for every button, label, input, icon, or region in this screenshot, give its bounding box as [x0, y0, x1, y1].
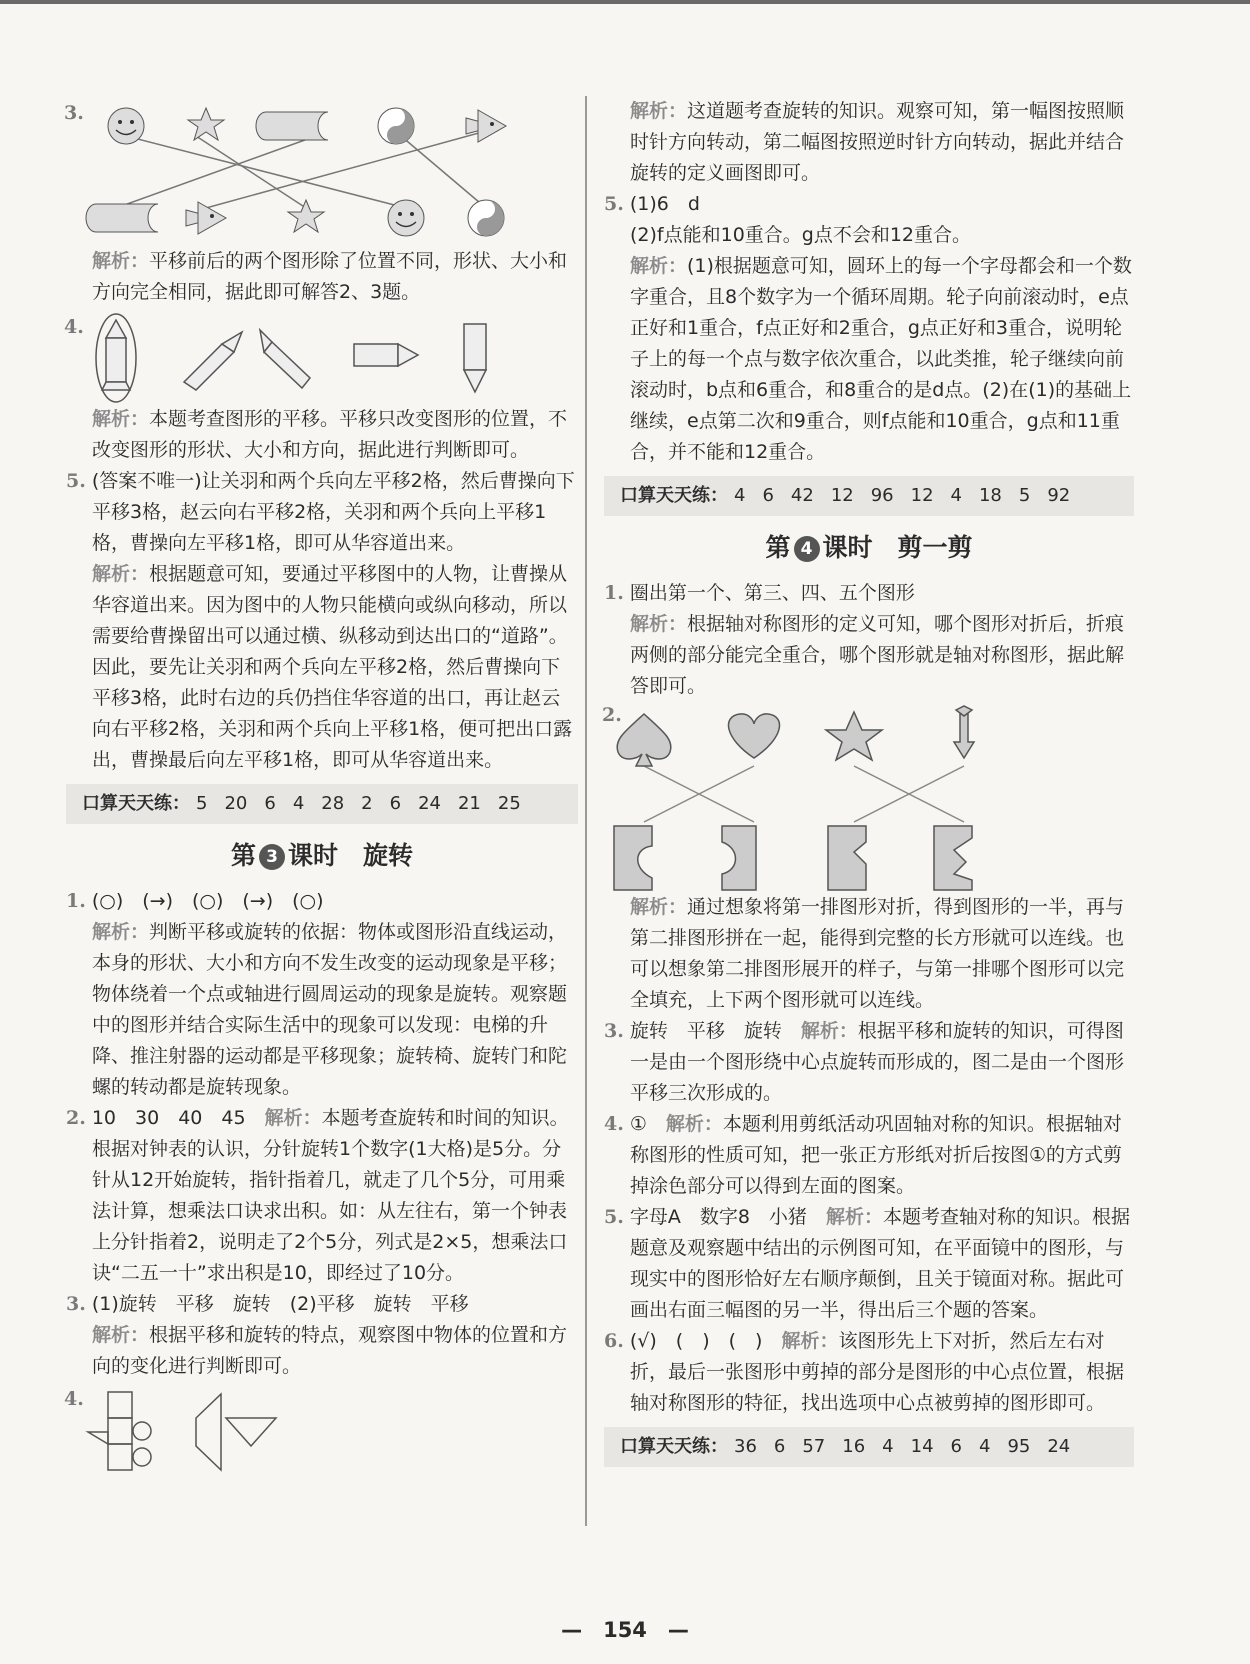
question-number: 4.: [604, 1113, 624, 1135]
analysis-text: 根据题意可知，要通过平移图中的人物，让曹操从华容道出来。因为图中的人物只能横向或纵向移动，所以需要给曹操留出可以通过横、纵移动到达出口的“道路”。因此，要先让关羽和两个兵向左平移2格，然后曹操向下平移3格，此时右边的兵仍挡住华容道的出口，再让赵云向右平移2格，关羽和两个兵向上平移1格，便可把出口露出，曹操最后向左平移1格，即可从华容道出来。: [92, 563, 573, 771]
question-number: 6.: [604, 1330, 624, 1352]
analysis-label: 解析：: [825, 1206, 883, 1228]
q4-figure: [66, 312, 578, 404]
question-number: 3.: [64, 102, 84, 124]
answer-text: (1)6 d: [629, 193, 700, 215]
l4-q2-figure: [604, 702, 1134, 892]
mental-math-value: 24: [418, 793, 441, 814]
question-number: 2.: [602, 704, 622, 726]
analysis-label: 解析：: [800, 1020, 858, 1042]
analysis-label: 解析：: [92, 250, 150, 272]
analysis-text: 平移前后的两个图形除了位置不同，形状、大小和方向完全相同，据此即可解答2、3题。: [92, 250, 568, 303]
analysis-text: 该图形先上下对折，然后左右对折，最后一张图形中剪掉的部分是图形的中心点位置，根据轴对称图形的特征，找出选项中心点被剪掉的图形即可。: [630, 1330, 1125, 1414]
mental-math-value: 4: [292, 793, 305, 814]
arrow-fish-top: [466, 110, 506, 142]
mental-math-bar-3: [604, 1427, 1134, 1467]
translation-matching-diagram: [66, 96, 578, 246]
heading-title: 课时 剪一剪: [822, 533, 973, 562]
analysis-text: 本题考查旋转和时间的知识。根据对钟表的认识，分针旋转1个数字(1大格)是5分。分针从12开始旋转，指针指着几，就走了几个5分，可用乘法计算，想乘法口诀求出积。如：从左往右，第一个钟表上分针指着2，说明走了2个5分，列式是2×5，想乘法口诀“二五一十”求出积是10，即经过了10分。: [92, 1107, 569, 1284]
mental-math-label: 口算天天练：: [620, 1436, 728, 1457]
l3-q1-analysis: [66, 917, 578, 1103]
analysis-label: 解析：: [92, 563, 150, 585]
mental-math-value: 6: [264, 793, 276, 814]
answer-text: (答案不唯一)让关羽和两个兵向左平移2格，然后曹操向下平移3格，赵云向右平移2格，关羽和两个兵向上平移1格，曹操向左平移1格，即可从华容道出来。: [91, 470, 575, 554]
answer-text: 10 30 40 45: [91, 1107, 246, 1129]
q3-analysis: [66, 246, 578, 308]
mental-math-value: 4: [978, 1436, 991, 1457]
answer-text: 圈出第一个、第三、四、五个图形: [629, 582, 915, 604]
spade-shape: [617, 714, 671, 766]
question-number: 4.: [64, 316, 84, 338]
mental-math-value: 42: [790, 485, 814, 506]
mental-math-value: 5: [196, 793, 208, 814]
mental-math-value: 28: [321, 793, 345, 814]
analysis-text: 本题考查图形的平移。平移只改变图形的位置，不改变图形的形状、大小和方向，据此进行判断即可。: [92, 408, 568, 461]
mental-math-value: 6: [773, 1436, 786, 1457]
analysis-text: 通过想象将第一排图形对折，得到图形的一半，再与第二排图形拼在一起，能得到完整的长方形就可以连线。也可以想象第二排图形展开的样子，与第一排哪个图形可以完全填充，上下两个图形就可以连线。: [630, 896, 1125, 1011]
question-number: 2.: [66, 1107, 86, 1129]
question-number: 1.: [604, 582, 624, 604]
mental-math-value: 21: [457, 793, 481, 814]
question-number: 3.: [604, 1020, 624, 1042]
analysis-label: 解析：: [92, 408, 150, 430]
rocket-tilted-right: [260, 330, 310, 388]
cylinder-bottom: [86, 204, 158, 232]
arrow-fish-bottom: [186, 202, 226, 234]
l4-q4: [604, 1109, 1134, 1202]
smiley-face-bottom: [388, 200, 424, 236]
page-footer: — 154 —: [561, 1618, 689, 1642]
analysis-label: 解析：: [630, 896, 688, 918]
lesson-number-badge: 3: [259, 844, 285, 870]
half-shape-matching-diagram: [604, 702, 1134, 892]
lesson-number-badge: 4: [794, 536, 820, 562]
analysis-label: 解析：: [92, 1324, 150, 1346]
q3-figure: [66, 96, 578, 246]
figure-two: [196, 1394, 276, 1470]
heading-prefix: 第: [765, 533, 791, 562]
q4-analysis: [66, 404, 578, 466]
question-number: 4.: [64, 1388, 84, 1410]
star-shape: [826, 712, 882, 760]
cylinder-top: [256, 112, 328, 140]
mental-math-value: 14: [910, 1436, 934, 1457]
mental-math-value: 6: [389, 793, 402, 814]
l3-q3-analysis: [66, 1320, 578, 1382]
q5-analysis: [604, 251, 1134, 468]
l3-q3-answer: [66, 1289, 578, 1320]
rocket-tilted-left: [184, 332, 242, 390]
mental-math-label: 口算天天练：: [82, 793, 190, 814]
analysis-text: 判断平移或旋转的依据：物体或图形沿直线运动，本身的形状、大小和方向不发生改变的运动现象是平移；物体绕着一个点或轴进行圆周运动的现象是旋转。观察题中的图形并结合实际生活中的现象可以发现：电梯的升降、推注射器的运动都是平移现象；旋转椅、旋转门和陀螺的转动都是旋转现象。: [92, 921, 568, 1098]
answer-text: ①: [629, 1113, 647, 1135]
top-analysis: [604, 96, 1134, 189]
mental-math-value: 36: [734, 1436, 757, 1457]
analysis-label: 解析：: [92, 921, 150, 943]
rocket-down: [464, 324, 486, 392]
mental-math-value: 12: [830, 485, 854, 506]
mental-math-value: 6: [762, 485, 774, 506]
rocket-upright: [102, 320, 130, 390]
yinyang-top: [378, 108, 414, 144]
half-piece-3: [828, 826, 866, 890]
analysis-label: 解析：: [665, 1113, 723, 1135]
answer-text: (√) ( ) ( ): [629, 1330, 763, 1352]
half-piece-4: [934, 826, 972, 890]
rocket-shapes-diagram: [66, 312, 578, 404]
mental-math-values: [734, 485, 1087, 506]
star-bottom: [288, 200, 324, 232]
matching-lines: [116, 131, 486, 208]
mental-math-values: [196, 793, 538, 814]
analysis-text: 根据轴对称图形的定义可知，哪个图形对折后，折痕两侧的部分能完全重合，哪个图形就是轴对称图形，据此解答即可。: [630, 613, 1125, 697]
heart-shape: [728, 714, 779, 758]
mental-math-values: [734, 1436, 1087, 1457]
l4-q1-answer: [604, 578, 1134, 609]
top-border: [0, 0, 1250, 4]
analysis-text: 本题考查轴对称的知识。根据题意及观察题中结出的示例图可知，在平面镜中的图形，与现实中的图形恰好左右顺序颠倒，且关于镜面对称。据此可画出右面三幅图的另一半，得出后三个题的答案。: [630, 1206, 1130, 1321]
mental-math-value: 25: [497, 793, 521, 814]
right-column: [604, 96, 1134, 1473]
l4-q6: [604, 1326, 1134, 1419]
mental-math-bar-1: [66, 784, 578, 824]
matching-lines: [644, 766, 964, 822]
q5-answer-1: [604, 189, 1134, 220]
half-piece-2: [722, 826, 756, 890]
analysis-label: 解析：: [264, 1107, 322, 1129]
mental-math-value: 92: [1047, 485, 1071, 506]
q5-answer: [66, 466, 578, 559]
mental-math-value: 6: [950, 1436, 962, 1457]
mental-math-value: 4: [882, 1436, 894, 1457]
star-top: [188, 108, 224, 140]
mental-math-value: 96: [870, 485, 894, 506]
mental-math-value: 4: [734, 485, 746, 506]
question-number: 5.: [604, 1206, 624, 1228]
l4-q2-analysis: [604, 892, 1134, 1016]
analysis-label: 解析：: [630, 255, 688, 277]
answer-text: (○) (→) (○) (→) (○): [91, 890, 324, 912]
question-number: 5.: [66, 470, 86, 492]
rocket-horizontal: [354, 344, 418, 366]
figure-one: [88, 1392, 151, 1470]
arrow-shape: [954, 706, 974, 758]
mental-math-value: 18: [978, 485, 1002, 506]
analysis-text: (1)根据题意可知，圆环上的每一个字母都会和一个数字重合，且8个数字为一个循环周期。轮子向前滚动时，e点正好和1重合，f点正好和2重合，g点正好和3重合，说明轮子上的每一个点与数字依次重合，以此类推，轮子继续向前滚动时，b点和6重合，和8重合的是d点。(2)在(1)的基础上继续，e点第二次和9重合，则f点能和10重合，g点和11重合，并不能和12重合。: [630, 255, 1132, 463]
analysis-text: 根据平移和旋转的特点，观察图中物体的位置和方向的变化进行判断即可。: [92, 1324, 568, 1377]
l4-q1-analysis: [604, 609, 1134, 702]
analysis-label: 解析：: [781, 1330, 839, 1352]
analysis-text: 本题利用剪纸活动巩固轴对称的知识。根据轴对称图形的性质可知，把一张正方形纸对折后按图①的方式剪掉涂色部分可以得到左面的图案。: [630, 1113, 1123, 1197]
answer-text: (1)旋转 平移 旋转 (2)平移 旋转 平移: [91, 1293, 469, 1315]
analysis-label: 解析：: [630, 613, 688, 635]
heading-prefix: 第: [230, 841, 256, 870]
lesson-4-heading: [604, 528, 1134, 568]
page-number: 154: [603, 1618, 647, 1642]
question-number: 5.: [604, 193, 624, 215]
answer-text: 旋转 平移 旋转: [629, 1020, 782, 1042]
l4-q5: [604, 1202, 1134, 1326]
mental-math-bar-2: [604, 476, 1134, 516]
analysis-text: 这道题考查旋转的知识。观察可知，第一幅图按照顺时针方向转动，第二幅图按照逆时针方向转动，据此并结合旋转的定义画图即可。: [630, 100, 1125, 184]
mental-math-value: 95: [1007, 1436, 1031, 1457]
left-column: [66, 96, 578, 1478]
mental-math-value: 4: [950, 485, 962, 506]
mental-math-value: 24: [1047, 1436, 1071, 1457]
analysis-text: 根据平移和旋转的知识，可得图一是由一个图形绕中心点旋转而形成的，图二是由一个图形平移三次形成的。: [630, 1020, 1125, 1104]
mental-math-label: 口算天天练：: [620, 485, 728, 506]
smiley-face-top: [108, 108, 144, 144]
mental-math-value: 16: [842, 1436, 866, 1457]
l4-q3: [604, 1016, 1134, 1109]
mental-math-value: 5: [1018, 485, 1031, 506]
question-number: 3.: [66, 1293, 86, 1315]
l3-q4-figure: [66, 1386, 578, 1478]
yinyang-bottom: [468, 200, 504, 236]
column-divider: [585, 96, 587, 1526]
mental-math-value: 12: [910, 485, 934, 506]
rotation-drawing-diagram: [66, 1386, 578, 1478]
answer-text: 字母A 数字8 小猪: [629, 1206, 807, 1228]
q5-answer-2: (2)f点能和10重合。g点不会和12重合。: [630, 224, 972, 246]
question-number: 1.: [66, 890, 86, 912]
half-piece-1: [614, 826, 652, 890]
heading-title: 课时 旋转: [288, 841, 414, 870]
analysis-label: 解析：: [630, 100, 688, 122]
lesson-3-heading: [66, 836, 578, 876]
mental-math-value: 20: [224, 793, 248, 814]
mental-math-value: 57: [802, 1436, 826, 1457]
l3-q1-answer: [66, 886, 578, 917]
q5-analysis: [66, 559, 578, 776]
l3-q2: [66, 1103, 578, 1289]
mental-math-value: 2: [361, 793, 373, 814]
